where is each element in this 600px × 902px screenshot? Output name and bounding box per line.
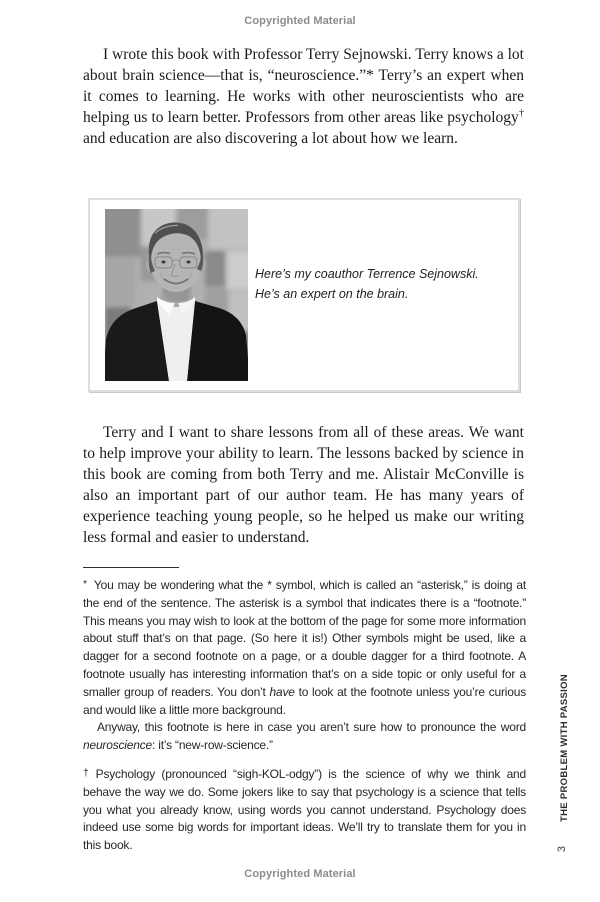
caption-line-2: He’s an expert on the brain. <box>255 287 409 301</box>
running-footer: THE PROBLEM WITH PASSION <box>559 674 570 822</box>
intro-paragraph-text-end: and education are also discovering a lot about how we learn. <box>83 130 458 147</box>
footnote-asterisk-para-2: Anyway, this footnote is here in case you aren’t sure how to pronounce the word neuroscience: it’s “new-row-science.” <box>83 720 526 753</box>
footnote-dagger-para: † Psychology (pronounced “sigh-KOL-odgy”) is the science of why we think and behave the way we do. Some jokers like to say that psychology is a science that tells you what you already know, using words you cannot understand. Psychology does indeed use some big words for important ideas. We’ll try to translate them for you in this book. <box>83 766 526 853</box>
figure-caption <box>255 264 479 304</box>
page-number: 3 <box>556 845 568 853</box>
coauthor-photo <box>105 209 248 381</box>
intro-paragraph <box>83 44 524 149</box>
footnote-separator-rule <box>83 567 179 568</box>
team-paragraph: Terry and I want to share lessons from all of these areas. We want to help improve your ability to learn. The lessons backed by science in this book are coming from both Terry and me. Alistair McConville is also an important part of our author team. He has many years of experience teaching young people, so he helped us make our writing less formal and easier to understand. <box>83 424 524 546</box>
dagger-footnote-marker: † <box>83 766 89 779</box>
footnote-asterisk-para-1: * You may be wondering what the * symbol, which is called an “asterisk,” is doing at the end of the sentence. The asterisk is a symbol that indicates there is a “footnote.” This means you may wish to look at the bottom of the page for some more information about stuff that’s on that page. (So here it is!) Other symbols might be used, like a dagger for a second footnote on a page, or a double dagger for a third footnote. A footnote usually has interesting information that’s on a side topic or only useful for a smaller group of readers. You don’t have to look at the footnote unless you’re curious and would like a little more background. <box>83 578 526 717</box>
footnote-asterisk <box>83 576 526 755</box>
asterisk-footnote-marker: * <box>83 578 87 590</box>
caption-line-1: Here’s my coauthor Terrence Sejnowski. <box>255 267 479 281</box>
figure-frame <box>88 198 520 392</box>
intro-paragraph-text: I wrote this book with Professor Terry Sejnowski. Terry knows a lot about brain science—that is, “neuroscience.”* Terry’s an expert when it comes to learning. He works with other neuroscientists who are helping us to learn better. Professors from other areas like psychology <box>83 46 524 126</box>
footnote-dagger <box>83 765 526 855</box>
copyright-notice-top: Copyrighted Material <box>244 15 356 27</box>
footnotes-section <box>83 576 526 855</box>
dagger-footnote-reference: † <box>518 107 524 119</box>
copyright-notice-bottom: Copyrighted Material <box>244 868 356 880</box>
